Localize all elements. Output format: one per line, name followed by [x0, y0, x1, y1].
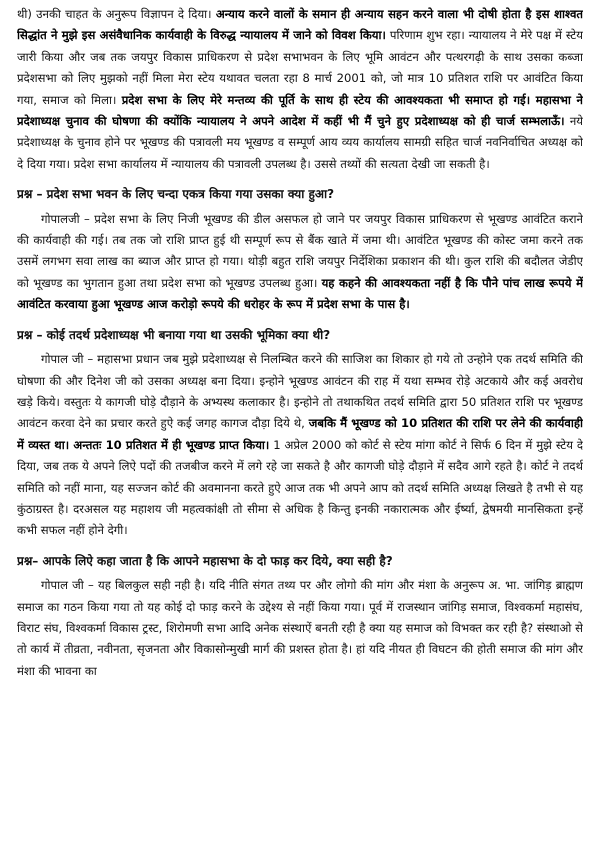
- paragraph-2: [17, 209, 583, 316]
- question-heading-2: प्रश्न – कोई तदर्थ प्रदेशाध्यक्ष भी बनाया गया था उसकी भूमिका क्या थी?: [17, 327, 331, 342]
- bold-text-run: जबकि मैं भूखण्ड को 10 प्रतिशत की राशि पर लेने की कार्यवाही में व्यस्त था। अन्ततः 10 प्रतिशत में ही भूखण्ड प्राप्त किया।: [17, 416, 583, 452]
- text-run: गोपाल जी – यह बिलकुल सही नही है। यदि नीति संगत तथ्य पर और लोगो की मांग और मंशा के अनुरूप अ. भा. जांगिड़ ब्राह्मण समाज का गठन किया गया तो यह कोई दो फाड़ करने के उद्देश्य से नहीं किया गया। पूर्व में राजस्थान जांगिड़ समाज, विश्वकर्मा महासंघ, विराट संघ, विश्वकर्मा विकास ट्रस्ट, शिरोमणी सभा आदि अनेक संस्थाऐं बनती रही है क्या यह समाज को विभक्त कर रही है? संस्थाओ से तो कार्य में तीव्रता, नवीनता, सृजनता और विकासोन्मुखी मार्ग की प्रशस्त होता है। हां यदि नीयत ही विघटन की होती समाज की मांग और मंशा की भावना का: [17, 578, 583, 678]
- text-run: परिणाम शुभ रहा। न्यायालय ने मेरे पक्ष में स्टेय जारी किया और जब तक जयपुर विकास प्राधिकरण से प्रदेश सभाभवन के लिए भूमि आवंटन और पत्थरगढ़ी के साथ उसका कब्जा प्रदेशसभा को लिए मुझको नहीं मिला मेरा स्टेय यथावत चलता रहा 8 मार्च 2001 को, जो मात्र 10 प्रतिशत राशि पर आवंटित किया गया, समाज को मिला।: [17, 28, 583, 107]
- paragraph-4: [17, 575, 583, 682]
- bold-text-run: यह कहने की आवश्यकता नहीं है कि पौने पांच लाख रूपये में आवंटित करवाया हुआ भूखण्ड आज करोड़ो रूपये की धरोहर के रूप में प्रदेश सभा के पास है।: [17, 275, 583, 312]
- text-run: नये प्रदेशाध्यक्ष के चुनाव होने पर भूखण्ड की पत्रावली मय भूखण्ड व सम्पूर्ण आय व्यय कार्यालय सामग्री सहित चार्ज नवनिर्वाचित अध्यक्ष को दे दिया गया। प्रदेश सभा कार्यालय में न्यायालय की पत्रावली उपलब्ध है। उससे तथ्यों की सत्यता देखी जा सकती है।: [17, 114, 583, 171]
- paragraph-3: [17, 349, 583, 542]
- paragraph-1: [17, 4, 583, 175]
- question-heading-3: प्रश्न– आपके लिऐ कहा जाता है कि आपने महासभा के दो फाड़ कर दिये, क्या सही है?: [17, 553, 393, 568]
- text-run: गोपालजी – प्रदेश सभा के लिए निजी भूखण्ड की डील असफल हो जाने पर जयपुर विकास प्राधिकरण से भूखण्ड आवंटित कराने की कार्यवाही की गई। तब तक जो राशि प्राप्त हुई थी सम्पूर्ण रूप से बैंक खाते में जमा थी। आवंटित भूखण्ड की कोस्ट जमा करने तक उसमें लगभग सवा लाख का ब्याज और प्राप्त हो गया। थोड़ी बहुत राशि जयपुर निर्देशिका प्रकाशन की थी। कुल राशि की बदौलत जेडीए को भूखण्ड का भुगतान हुआ तथा प्रदेश सभा को भूखण्ड उपलब्ध हुआ।: [17, 211, 583, 290]
- bold-text-run: अन्याय करने वालों के समान ही अन्याय सहन करने वाला भी दोषी होता है इस शाश्वत सिद्धांत ने मुझे इस असंवैधानिक कार्यवाही के विरुद्ध न्यायालय में जाने को विवश किया।: [17, 7, 583, 43]
- document-page: [17, 4, 583, 846]
- text-run: 1 अप्रेल 2000 को कोर्ट से स्टेय मांगा कोर्ट ने सिर्फ 6 दिन में मुझे स्टेय दे दिया, जब तक ये अपने लिऐ पदों की तजबीज करने में लगे रहे जा सकते है और कागजी घोड़े दौड़ाने में सदैव आगे रहते है। कोर्ट ने तदर्थ समिति को नहीं माना, यह सज्जन कोर्ट की अवमानना करते हुऐ आज तक भी अपने आप को तदर्थ समिति अध्यक्ष लिखते है तभी से यह कुंठाग्रस्त है। दरअसल यह महाशय जी महत्वकांक्षी तो सीमा से अधिक है किन्तु इनकी नकारात्मक और ईर्ष्या, द्वेषमयी मानसिकता इन्हें कभी सफल नहीं होने देगी।: [17, 437, 583, 538]
- bold-text-run: प्रदेश सभा के लिए मेरे मन्तव्य की पूर्ति के साथ ही स्टेय की आवश्यकता भी समाप्त हो गई। महासभा ने प्रदेशाध्यक्ष चुनाव की घोषणा की क्योंकि न्यायालय ने अपने आदेश में कहीं भी मैं चुने हुए प्रदेशाध्यक्ष को ही चार्ज सम्भलाऊँ।: [17, 92, 583, 129]
- question-heading-1: प्रश्न – प्रदेश सभा भवन के लिए चन्दा एकत्र किया गया उसका क्या हुआ?: [17, 187, 335, 202]
- text-run: गोपाल जी – महासभा प्रधान जब मुझे प्रदेशाध्यक्ष से निलम्बित करने की साजिश का शिकार हो गये तो उन्होने एक तदर्थ समिति की घोषणा की और दिनेश जी को उसका अध्यक्ष बना दिया। इन्होने भूखण्ड आवंटन की राह में यथा सम्भव रोड़े अटकाये और कई अवरोध खड़े किये। वस्तुतः ये कागजी घोड़े दौड़ाने के अभ्यस्थ कलाकार है। इन्होने तो तथाकथित तदर्थ समिति द्वारा 50 प्रतिशत राशि पर भूखण्ड आवंटन करवा देने का प्रचार करते हुऐ कई जगह कागज दौड़ा दिये थे,: [17, 352, 583, 431]
- text-run: थी) उनकी चाहत के अनुरूप विज्ञापन दे दिया।: [17, 7, 216, 21]
